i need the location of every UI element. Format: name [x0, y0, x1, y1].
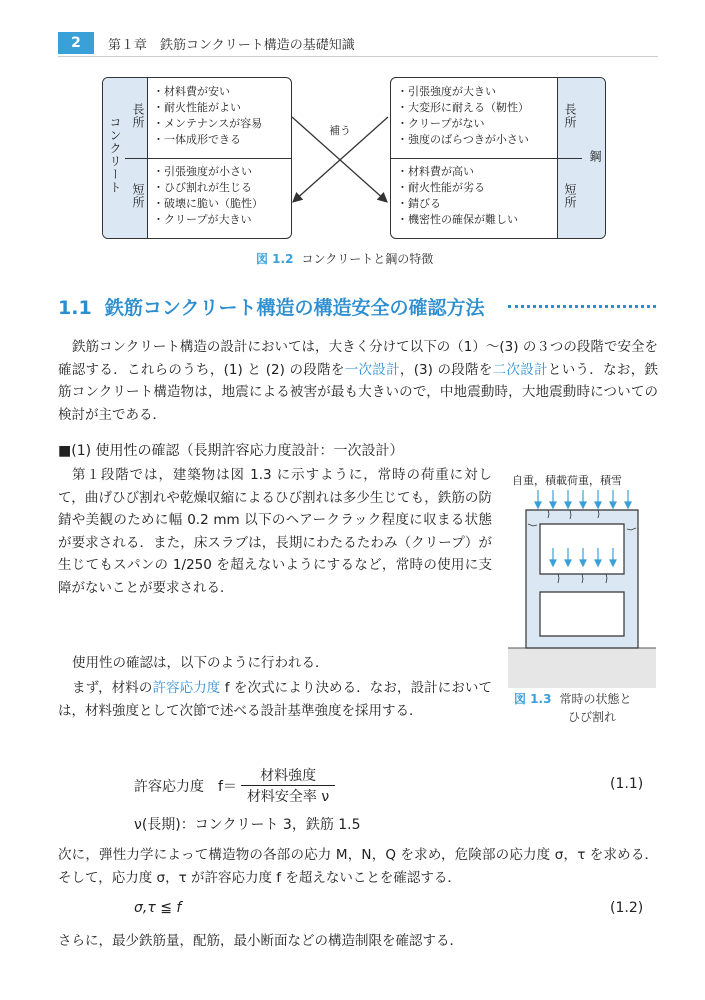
intro-paragraph	[58, 336, 658, 426]
nu-values: ν(長期)：コンクリート 3，鉄筋 1.5	[134, 817, 361, 833]
list-item: ・強度のばらつきが小さい	[397, 133, 529, 146]
caption-number: 図 1.2	[256, 252, 294, 266]
section-number: 1.1	[58, 297, 92, 319]
list-item: ・錆びる	[397, 197, 441, 210]
body-paragraph-1: 第１段階では，建築物は図 1.3 に示すように，常時の荷重に対して，曲げひび割れや乾燥収縮によるひび割れは多少生じても，鉄筋の防錆や美観のために幅 0.2 mm 以下のヘアークラック程度に収まる状態が要求される．また，床スラブは，長期にわたるたわみ（クリープ）が生じてもスパンの 1/250 を超えないようにするなど，常時の使用に支障がないことが要求される．	[58, 467, 492, 596]
equation-1-2-tag: (1.2)	[610, 900, 644, 916]
steel-demerits-list	[397, 164, 518, 228]
intro-text-3: という．なお，鉄筋コンクリート構造物は，地震による被害が最も大きいので，中地震動時，大地震動時についての検討が主である．	[58, 361, 659, 423]
steel-label: 鋼	[588, 150, 602, 163]
concrete-merits-list	[153, 84, 262, 148]
complement-arrows	[290, 77, 390, 237]
list-item: ・大変形に耐える（靭性）	[397, 101, 529, 114]
figure-1-3-diagram	[508, 488, 656, 688]
concrete-demerits-list	[153, 164, 263, 228]
concrete-merit-label: 長所	[131, 103, 145, 129]
caption-text: コンクリートと鋼の特徴	[301, 252, 434, 266]
caption-line-1: 常時の状態と	[559, 692, 632, 706]
intro-text-1: 鉄筋コンクリート構造の設計においては，大きく分けて以下の（1）～(3) の３つの段階で安全を確認する．これらのうち，(1) と (2) の段階を	[58, 339, 658, 378]
concrete-demerit-label: 短所	[131, 183, 145, 209]
list-item: ・ひび割れが生じる	[153, 181, 252, 194]
term-allowable-stress: 許容応力度	[152, 680, 221, 696]
body-text-3b: f を次式により決める．なお，設計においては，材料強度として次節で述べる設計基準強度を採用する．	[58, 680, 493, 719]
equation-1-1-tag: (1.1)	[610, 776, 644, 792]
caption-line-2: ひび割れ	[568, 710, 617, 724]
list-item: ・引張強度が小さい	[153, 165, 252, 178]
section-heading	[58, 293, 485, 320]
fraction-denominator: 材料安全率 ν	[246, 789, 330, 805]
list-item: ・メンテナンスが容易	[153, 117, 263, 130]
body-paragraph-4: 次に，弾性力学によって構造物の各部の応力 M，N，Q を求め，危険部の応力度 σ，τ を求める．そして，応力度 σ，τ が許容応力度 f を超えないことを確認する．	[58, 847, 658, 886]
section-title: 鉄筋コンクリート構造の構造安全の確認方法	[104, 297, 485, 319]
equation-1-2: σ,τ ≦ f	[134, 900, 182, 916]
list-item: ・一体成形できる	[153, 133, 241, 146]
list-item: ・耐火性能が劣る	[397, 181, 485, 194]
list-item: ・引張強度が大きい	[397, 85, 496, 98]
section-dots	[508, 305, 656, 308]
fraction-numerator: 材料強度	[260, 768, 317, 784]
intro-text-2: ，(3) の段階を	[399, 361, 493, 378]
subsection-heading: ■(1) 使用性の確認（長期許容応力度設計：一次設計）	[58, 443, 404, 459]
concrete-label: コンクリート	[108, 116, 122, 194]
list-item: ・クリープが大きい	[153, 213, 252, 226]
concrete-box	[102, 77, 292, 239]
steel-box	[390, 77, 606, 239]
figure-1-2-caption	[256, 250, 433, 267]
figure-1-3-loads-label: 自重，積載荷重，積雪	[512, 474, 622, 487]
header-rule	[58, 56, 658, 57]
caption-number: 図 1.3	[514, 692, 552, 706]
list-item: ・材料費が高い	[397, 165, 474, 178]
body-paragraph-5: さらに，最少鉄筋量，配筋，最小断面などの構造制限を確認する．	[58, 933, 463, 949]
page-number: 2	[58, 32, 94, 54]
body-text-3a: まず，材料の	[72, 680, 153, 696]
equation-1-1	[134, 765, 335, 806]
list-item: ・機密性の確保が難しい	[397, 213, 518, 226]
term-primary-design: 一次設計	[344, 361, 400, 378]
chapter-title: 第１章 鉄筋コンクリート構造の基礎知識	[108, 38, 355, 53]
list-item: ・耐火性能がよい	[153, 101, 241, 114]
body-paragraph-2: 使用性の確認は，以下のように行われる．	[72, 655, 329, 671]
term-secondary-design: 二次設計	[492, 361, 548, 378]
steel-merits-list	[397, 84, 529, 148]
equation-lhs: 許容応力度 f＝	[134, 778, 237, 795]
steel-demerit-label: 短所	[563, 183, 577, 209]
list-item: ・材料費が安い	[153, 85, 230, 98]
list-item: ・破壊に脆い（脆性）	[153, 197, 263, 210]
figure-1-3-caption	[514, 690, 631, 726]
list-item: ・クリープがない	[397, 117, 485, 130]
body-paragraph-3	[58, 677, 492, 722]
steel-merit-label: 長所	[563, 103, 577, 129]
complement-label: 補う	[329, 124, 351, 137]
